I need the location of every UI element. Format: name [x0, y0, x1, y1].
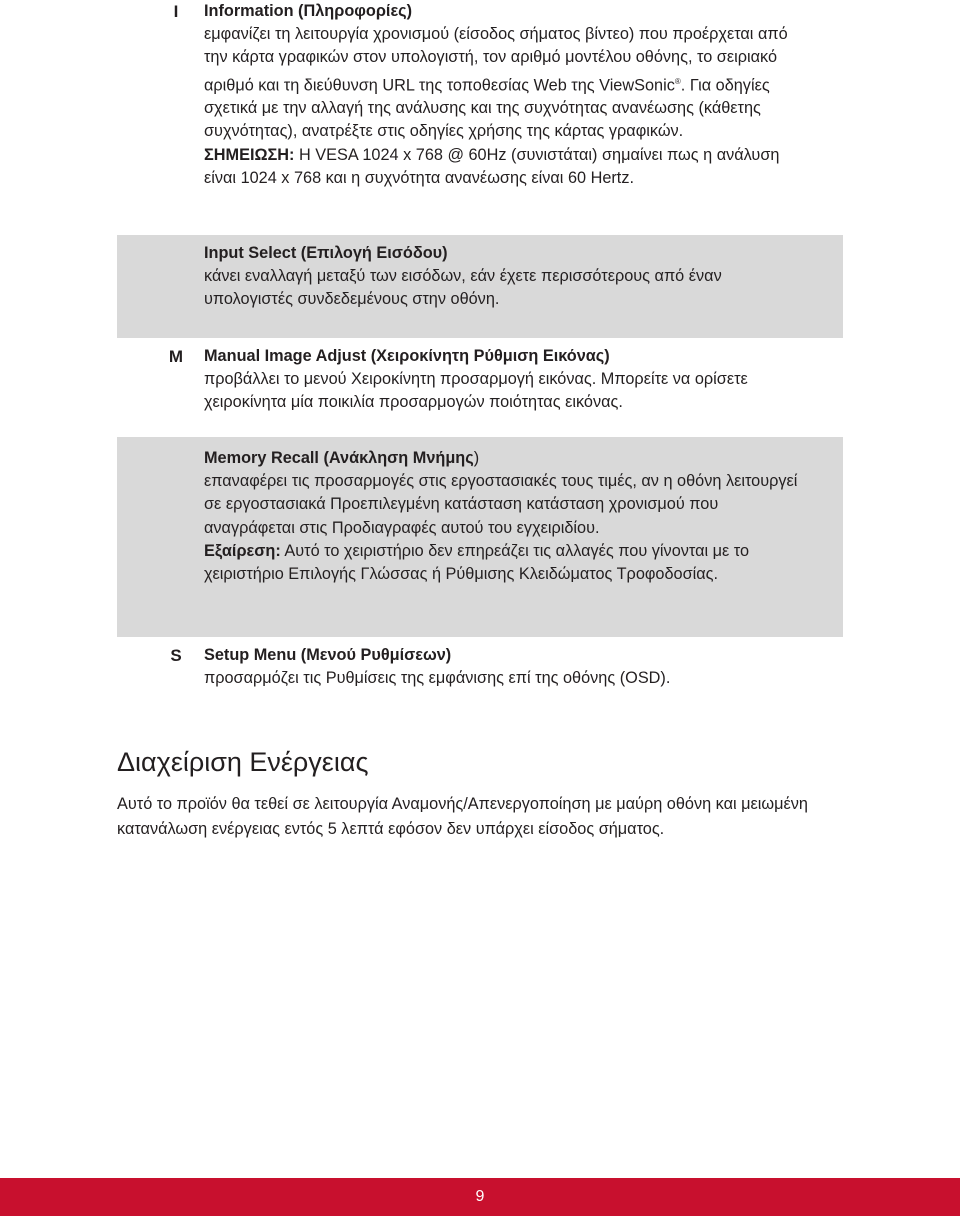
note-text: Η VESA 1024 x 768 @ 60Hz (συνιστάται) σημαίνει πως η ανάλυση είναι 1024 x 768 και η συχνότητα ανανέωσης είναι 60 Hertz.	[204, 145, 780, 187]
menu-item-content	[204, 447, 808, 586]
description-text: εμφανίζει τη λειτουργία χρονισμού (είσοδος σήματος βίντεο) που προέρχεται από την κάρτα γραφικών στον υπολογιστή, τον αριθμό μοντέλου οθόνης, το σειριακό αριθμό και τη διεύθυνση URL της τοποθεσίας Web της ViewSonic	[204, 25, 788, 95]
menu-item-title: Manual Image Adjust (Χειροκίνητη Ρύθμιση Εικόνας)	[204, 347, 610, 365]
menu-item-description: προβάλλει το μενού Χειροκίνητη προσαρμογή εικόνας. Μπορείτε να ορίσετε χειροκίνητα μία ποικιλία προσαρμογών ποιότητας εικόνας.	[204, 370, 748, 412]
section-body: Αυτό το προϊόν θα τεθεί σε λειτουργία Αναμονής/Απενεργοποίηση με μαύρη οθόνη και μειωμένη κατανάλωση ενέργειας εντός 5 λεπτά εφόσον δεν υπάρχει είσοδος σήματος.	[117, 795, 808, 838]
menu-row-setup-menu	[117, 637, 843, 697]
menu-row-manual-image-adjust	[117, 338, 843, 437]
menu-row-memory-recall	[117, 437, 843, 637]
menu-letter: M	[168, 347, 184, 366]
menu-item-title: Input Select (Επιλογή Εισόδου)	[204, 244, 448, 262]
menu-item-title	[204, 447, 808, 470]
menu-row-input-select	[117, 235, 843, 338]
menu-letter: S	[170, 646, 182, 665]
title-paren: )	[473, 449, 480, 467]
menu-item-description: προσαρμόζει τις Ρυθμίσεις της εμφάνισης επί της οθόνης (OSD).	[204, 669, 671, 688]
exception-note	[204, 540, 808, 586]
registered-mark: ®	[674, 76, 681, 86]
footer-bar	[0, 1178, 960, 1216]
menu-row-information	[117, 0, 843, 230]
menu-item-content	[204, 242, 808, 312]
exception-text: Αυτό το χειριστήριο δεν επηρεάζει τις αλλαγές που γίνονται με το χειριστήριο Επιλογής Γλώσσας ή Ρύθμισης Κλειδώματος Τροφοδοσίας.	[204, 541, 750, 584]
note-label: ΣΗΜΕΙΩΣΗ:	[204, 145, 295, 164]
menu-item-title: Information (Πληροφορίες)	[204, 2, 413, 20]
menu-item-description	[204, 23, 808, 143]
menu-item-description: επαναφέρει τις προσαρμογές στις εργοστασιακές τους τιμές, αν η οθόνη λειτουργεί σε εργοστασιακά Προεπιλεγμένη κατάσταση κατάσταση χρονισμού που αναγράφεται στις Προδιαγραφές αυτού του εγχειριδίου.	[204, 472, 798, 537]
menu-item-content	[204, 345, 808, 415]
note	[204, 144, 808, 190]
exception-label: Εξαίρεση:	[204, 541, 281, 560]
menu-item-content	[204, 0, 808, 190]
title-main: Memory Recall (Ανάκληση Μνήμης	[204, 449, 474, 467]
menu-item-title: Setup Menu (Μενού Ρυθμίσεων)	[204, 646, 452, 664]
page-number: 9	[475, 1188, 485, 1205]
section-heading: Διαχείριση Ενέργειας	[117, 747, 369, 777]
menu-item-content	[204, 644, 808, 690]
menu-letter: I	[173, 2, 179, 21]
menu-item-description: κάνει εναλλαγή μεταξύ των εισόδων, εάν έχετε περισσότερους από έναν υπολογιστές συνδεδεμένους στην οθόνη.	[204, 267, 722, 309]
description-text-cont: . Για οδηγίες σχετικά με την αλλαγή της ανάλυσης και της συχνότητας ανανέωσης (κάθετης συχνότητας), ανατρέξτε στις οδηγίες χρήσης της κάρτας γραφικών.	[204, 76, 770, 141]
